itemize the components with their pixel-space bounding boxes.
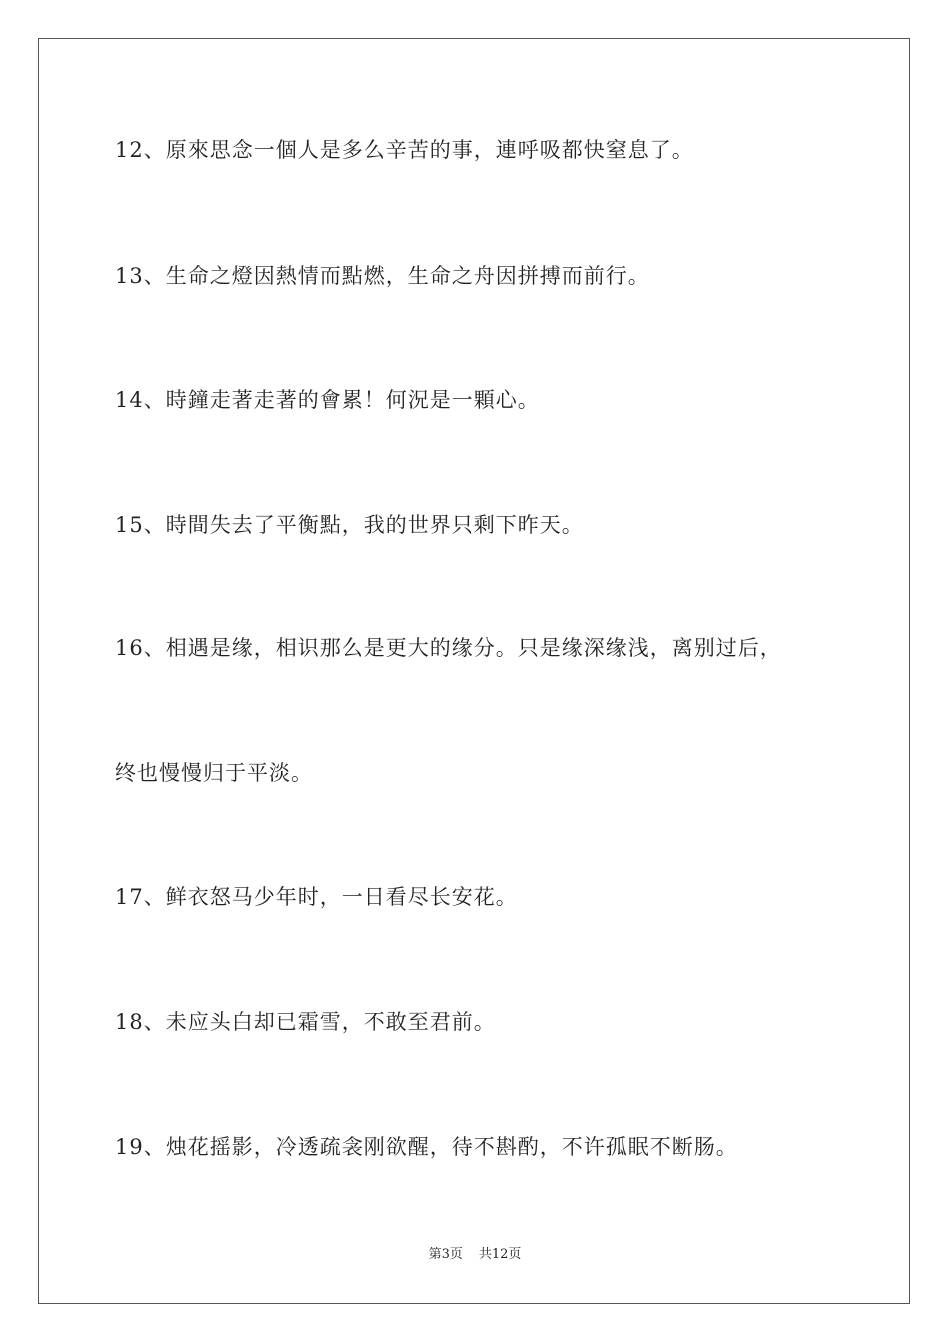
text-line-13: 13、生命之燈因熱情而點燃，生命之舟因拼搏而前行。 <box>115 264 650 288</box>
text-line-16-continued: 终也慢慢归于平淡。 <box>115 761 313 785</box>
text-line-14: 14、時鐘走著走著的會累！何況是一顆心。 <box>115 388 540 412</box>
total-pages: 共12页 <box>478 1247 522 1262</box>
text-line-12: 12、原來思念一個人是多么辛苦的事，連呼吸都快窒息了。 <box>115 138 694 162</box>
page-number: 第3页 <box>428 1247 463 1262</box>
page-footer <box>0 1246 950 1264</box>
text-line-15: 15、時間失去了平衡點，我的世界只剩下昨天。 <box>115 513 584 537</box>
text-line-16: 16、相遇是缘，相识那么是更大的缘分。只是缘深缘浅，离别过后， <box>115 636 782 660</box>
text-line-19: 19、烛花摇影，冷透疏衾刚欲醒，待不斟酌，不许孤眠不断肠。 <box>115 1135 738 1159</box>
text-line-18: 18、未应头白却已霜雪，不敢至君前。 <box>115 1010 496 1034</box>
text-line-17: 17、鲜衣怒马少年时，一日看尽长安花。 <box>115 885 518 909</box>
page-border <box>38 38 910 1304</box>
